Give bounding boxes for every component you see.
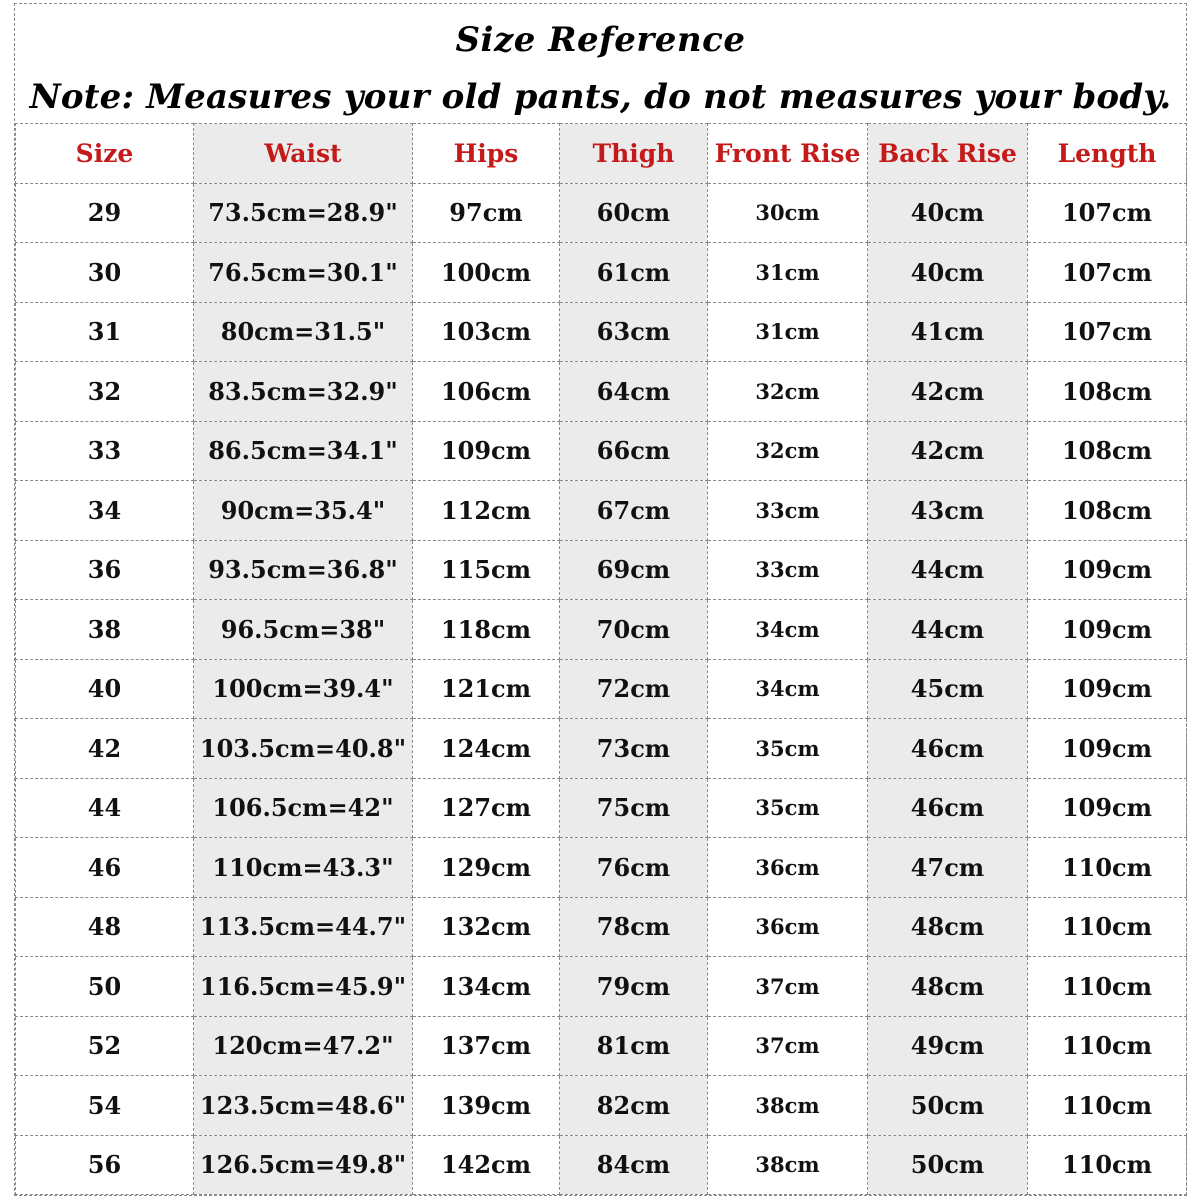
cell-front-rise: 38cm [708,1076,868,1136]
cell-size: 52 [16,1016,194,1076]
cell-hips: 118cm [413,600,560,660]
header-hips: Hips [413,124,560,184]
cell-size: 33 [16,421,194,481]
cell-waist: 110cm=43.3" [194,838,413,898]
cell-hips: 106cm [413,362,560,422]
table-row [16,600,1187,660]
cell-front-rise: 35cm [708,778,868,838]
cell-hips: 137cm [413,1016,560,1076]
cell-size: 30 [16,243,194,303]
cell-length: 109cm [1028,778,1187,838]
cell-thigh: 73cm [560,719,708,779]
cell-front-rise: 34cm [708,600,868,660]
cell-hips: 129cm [413,838,560,898]
title-block [15,4,1186,123]
table-row [16,957,1187,1017]
cell-waist: 93.5cm=36.8" [194,540,413,600]
cell-length: 110cm [1028,1135,1187,1195]
cell-front-rise: 33cm [708,540,868,600]
cell-size: 32 [16,362,194,422]
table-row [16,540,1187,600]
table-row [16,362,1187,422]
cell-size: 34 [16,481,194,541]
cell-waist: 116.5cm=45.9" [194,957,413,1017]
cell-length: 109cm [1028,540,1187,600]
cell-thigh: 69cm [560,540,708,600]
cell-back-rise: 43cm [868,481,1028,541]
cell-hips: 124cm [413,719,560,779]
cell-length: 110cm [1028,1016,1187,1076]
cell-size: 40 [16,659,194,719]
cell-hips: 142cm [413,1135,560,1195]
cell-length: 110cm [1028,957,1187,1017]
cell-front-rise: 35cm [708,719,868,779]
header-front-rise: Front Rise [708,124,868,184]
cell-hips: 100cm [413,243,560,303]
cell-back-rise: 48cm [868,897,1028,957]
cell-size: 29 [16,183,194,243]
cell-hips: 103cm [413,302,560,362]
cell-thigh: 66cm [560,421,708,481]
cell-size: 42 [16,719,194,779]
cell-waist: 90cm=35.4" [194,481,413,541]
table-row [16,719,1187,779]
cell-hips: 134cm [413,957,560,1017]
table-row [16,421,1187,481]
cell-front-rise: 32cm [708,362,868,422]
cell-waist: 126.5cm=49.8" [194,1135,413,1195]
cell-front-rise: 32cm [708,421,868,481]
cell-length: 110cm [1028,897,1187,957]
cell-length: 107cm [1028,183,1187,243]
cell-back-rise: 46cm [868,778,1028,838]
cell-length: 107cm [1028,243,1187,303]
cell-length: 110cm [1028,838,1187,898]
table-row [16,897,1187,957]
cell-length: 109cm [1028,659,1187,719]
table-row [16,183,1187,243]
cell-front-rise: 36cm [708,897,868,957]
cell-waist: 106.5cm=42" [194,778,413,838]
cell-size: 48 [16,897,194,957]
cell-hips: 115cm [413,540,560,600]
cell-length: 108cm [1028,481,1187,541]
cell-back-rise: 50cm [868,1135,1028,1195]
cell-waist: 83.5cm=32.9" [194,362,413,422]
table-row [16,1135,1187,1195]
cell-front-rise: 36cm [708,838,868,898]
header-size: Size [16,124,194,184]
cell-thigh: 61cm [560,243,708,303]
cell-length: 107cm [1028,302,1187,362]
cell-front-rise: 30cm [708,183,868,243]
cell-size: 44 [16,778,194,838]
cell-hips: 132cm [413,897,560,957]
cell-hips: 112cm [413,481,560,541]
size-chart-sheet [14,3,1187,1196]
cell-thigh: 72cm [560,659,708,719]
cell-thigh: 78cm [560,897,708,957]
cell-front-rise: 31cm [708,302,868,362]
table-row [16,1016,1187,1076]
cell-waist: 96.5cm=38" [194,600,413,660]
cell-front-rise: 37cm [708,957,868,1017]
header-waist: Waist [194,124,413,184]
size-table [15,123,1187,1195]
cell-back-rise: 45cm [868,659,1028,719]
table-row [16,243,1187,303]
cell-size: 36 [16,540,194,600]
table-row [16,481,1187,541]
cell-thigh: 60cm [560,183,708,243]
table-row [16,659,1187,719]
cell-thigh: 84cm [560,1135,708,1195]
cell-length: 109cm [1028,600,1187,660]
cell-back-rise: 48cm [868,957,1028,1017]
cell-length: 108cm [1028,421,1187,481]
cell-back-rise: 42cm [868,421,1028,481]
cell-front-rise: 31cm [708,243,868,303]
cell-size: 54 [16,1076,194,1136]
cell-thigh: 76cm [560,838,708,898]
cell-hips: 127cm [413,778,560,838]
cell-hips: 109cm [413,421,560,481]
cell-back-rise: 42cm [868,362,1028,422]
cell-size: 38 [16,600,194,660]
measurement-note: Note: Measures your old pants, do not measures your body. [29,77,1172,117]
cell-waist: 100cm=39.4" [194,659,413,719]
table-body [16,183,1187,1195]
cell-waist: 86.5cm=34.1" [194,421,413,481]
cell-waist: 113.5cm=44.7" [194,897,413,957]
table-row [16,838,1187,898]
cell-waist: 76.5cm=30.1" [194,243,413,303]
cell-thigh: 64cm [560,362,708,422]
page-title: Size Reference [455,20,746,60]
cell-length: 108cm [1028,362,1187,422]
cell-thigh: 82cm [560,1076,708,1136]
header-back-rise: Back Rise [868,124,1028,184]
cell-size: 50 [16,957,194,1017]
cell-size: 31 [16,302,194,362]
cell-thigh: 75cm [560,778,708,838]
cell-thigh: 81cm [560,1016,708,1076]
cell-size: 46 [16,838,194,898]
cell-length: 109cm [1028,719,1187,779]
table-row [16,778,1187,838]
cell-front-rise: 38cm [708,1135,868,1195]
cell-back-rise: 47cm [868,838,1028,898]
cell-length: 110cm [1028,1076,1187,1136]
cell-waist: 73.5cm=28.9" [194,183,413,243]
header-thigh: Thigh [560,124,708,184]
cell-front-rise: 34cm [708,659,868,719]
cell-waist: 103.5cm=40.8" [194,719,413,779]
cell-waist: 80cm=31.5" [194,302,413,362]
cell-front-rise: 33cm [708,481,868,541]
cell-back-rise: 46cm [868,719,1028,779]
cell-back-rise: 44cm [868,540,1028,600]
cell-waist: 123.5cm=48.6" [194,1076,413,1136]
cell-back-rise: 40cm [868,243,1028,303]
table-header-row [16,124,1187,184]
cell-back-rise: 50cm [868,1076,1028,1136]
cell-thigh: 67cm [560,481,708,541]
table-row [16,1076,1187,1136]
cell-size: 56 [16,1135,194,1195]
cell-back-rise: 49cm [868,1016,1028,1076]
cell-back-rise: 40cm [868,183,1028,243]
cell-thigh: 70cm [560,600,708,660]
table-row [16,302,1187,362]
cell-hips: 121cm [413,659,560,719]
header-length: Length [1028,124,1187,184]
cell-hips: 97cm [413,183,560,243]
cell-thigh: 79cm [560,957,708,1017]
cell-thigh: 63cm [560,302,708,362]
cell-hips: 139cm [413,1076,560,1136]
cell-front-rise: 37cm [708,1016,868,1076]
cell-back-rise: 44cm [868,600,1028,660]
cell-waist: 120cm=47.2" [194,1016,413,1076]
cell-back-rise: 41cm [868,302,1028,362]
